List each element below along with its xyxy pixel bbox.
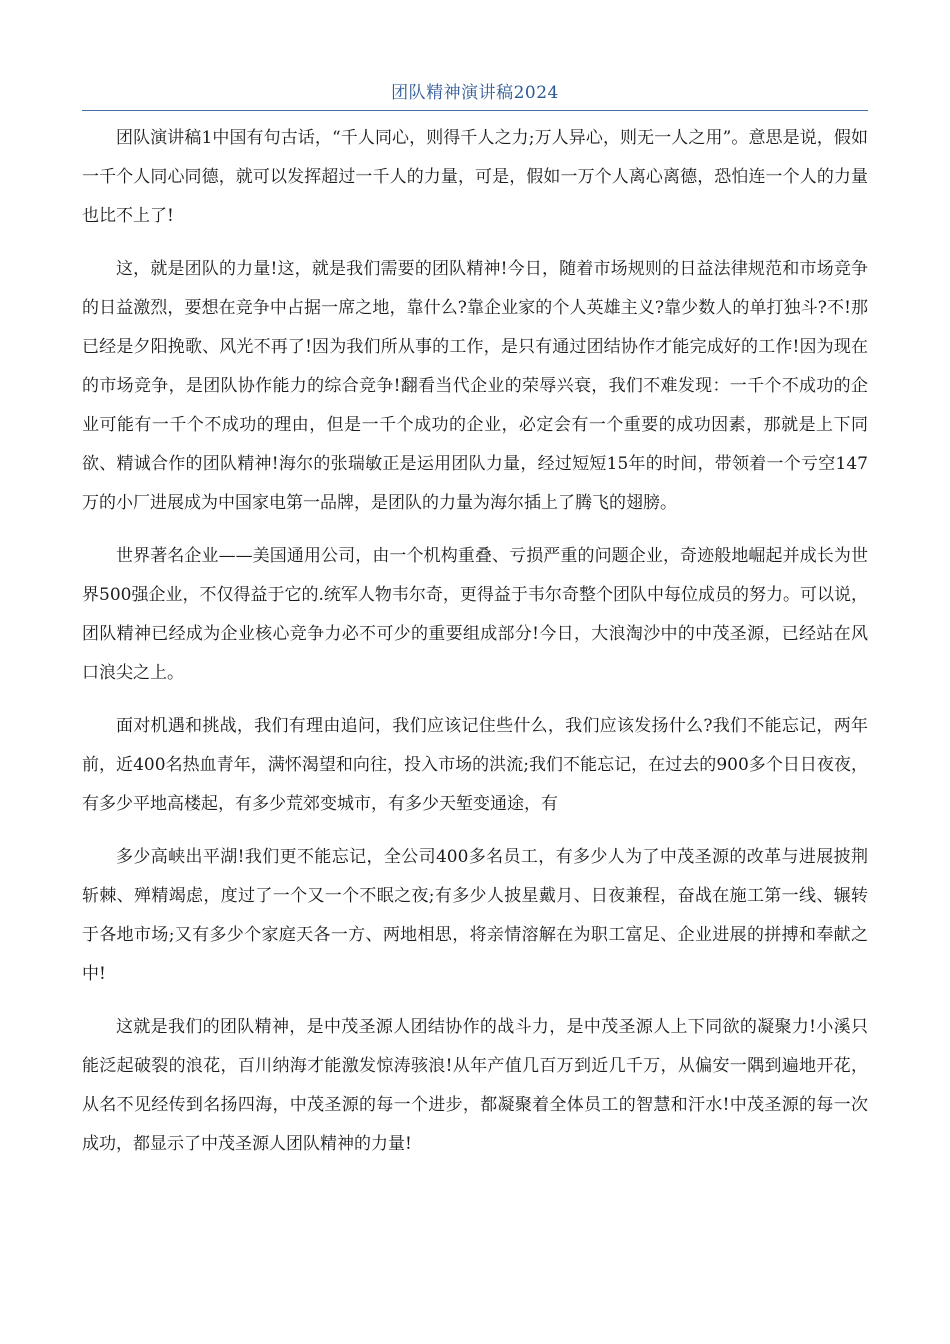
page-header xyxy=(82,78,868,111)
paragraph-5: 多少高峡出平湖!我们更不能忘记，全公司400多名员工，有多少人为了中茂圣源的改革与进展披荆斩棘、殚精竭虑，度过了一个又一个不眠之夜;有多少人披星戴月、日夜兼程，奋战在施工第一线、辗转于各地市场;又有多少个家庭天各一方、两地相思，将亲情溶解在为职工富足、企业进展的拼搏和奉献之中! xyxy=(82,847,868,984)
paragraph-4: 面对机遇和挑战，我们有理由追问，我们应该记住些什么，我们应该发扬什么?我们不能忘记，两年前，近400名热血青年，满怀渴望和向往，投入市场的洪流;我们不能忘记，在过去的900多个日日夜夜，有多少平地高楼起，有多少荒郊变城市，有多少天堑变通途，有 xyxy=(82,716,868,814)
document-body xyxy=(82,119,868,1178)
header-title: 团队精神演讲稿2024 xyxy=(391,83,559,103)
paragraph-6: 这就是我们的团队精神，是中茂圣源人团结协作的战斗力，是中茂圣源人上下同欲的凝聚力!小溪只能泛起破裂的浪花，百川纳海才能激发惊涛骇浪!从年产值几百万到近几千万，从偏安一隅到遍地开花，从名不见经传到名扬四海，中茂圣源的每一个进步，都凝聚着全体员工的智慧和汗水!中茂圣源的每一次成功，都显示了中茂圣源人团队精神的力量! xyxy=(82,1017,868,1154)
paragraph-2: 这，就是团队的力量!这，就是我们需要的团队精神!今日，随着市场规则的日益法律规范和市场竞争的日益激烈，要想在竞争中占据一席之地，靠什么?靠企业家的个人英雄主义?靠少数人的单打独斗?不!那已经是夕阳挽歌、风光不再了!因为我们所从事的工作，是只有通过团结协作才能完成好的工作!因为现在的市场竞争，是团队协作能力的综合竞争!翻看当代企业的荣辱兴衰，我们不难发现：一千个不成功的企业可能有一千个不成功的理由，但是一千个成功的企业，必定会有一个重要的成功因素，那就是上下同欲、精诚合作的团队精神!海尔的张瑞敏正是运用团队力量，经过短短15年的时间，带领着一个亏空147万的小厂进展成为中国家电第一品牌，是团队的力量为海尔插上了腾飞的翅膀。 xyxy=(82,259,868,513)
paragraph-3: 世界著名企业——美国通用公司，由一个机构重叠、亏损严重的问题企业，奇迹般地崛起并成长为世界500强企业，不仅得益于它的.统军人物韦尔奇，更得益于韦尔奇整个团队中每位成员的努力。可以说，团队精神已经成为企业核心竞争力必不可少的重要组成部分!今日，大浪淘沙中的中茂圣源，已经站在风口浪尖之上。 xyxy=(82,546,868,683)
paragraph-1: 团队演讲稿1中国有句古话，“千人同心，则得千人之力;万人异心，则无一人之用”。意思是说，假如一千个人同心同德，就可以发挥超过一千人的力量，可是，假如一万个人离心离德，恐怕连一个人的力量也比不上了! xyxy=(82,128,868,226)
